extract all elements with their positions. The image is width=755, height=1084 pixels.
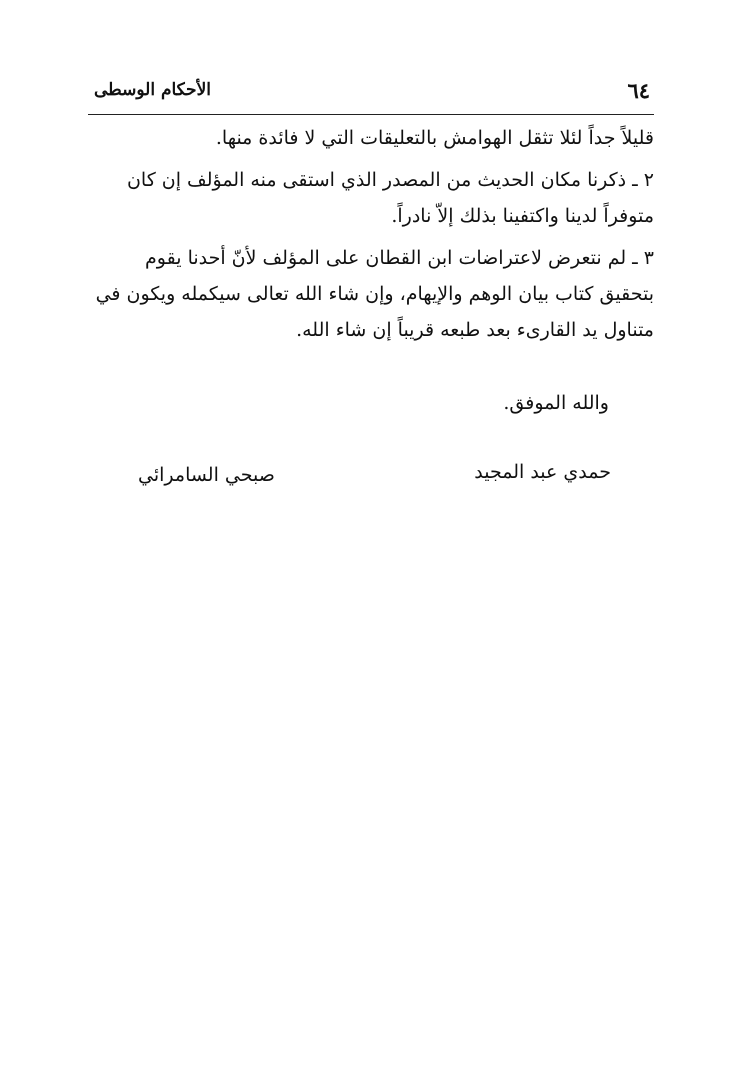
paragraph-item-3 [88, 240, 654, 348]
body-text [88, 120, 654, 348]
running-title: الأحكام الوسطى [94, 80, 211, 100]
paragraph-continuation [88, 120, 654, 156]
text-line: متوفراً لدينا واكتفينا بذلك إلاّ نادراً. [391, 205, 654, 227]
text-line: قليلاً جداً لئلا تثقل الهوامش بالتعليقات التي لا فائدة منها. [215, 127, 654, 149]
page-number: ٦٤ [627, 78, 650, 103]
text-line: متناول يد القارىء بعد طبعه قريباً إن شاء الله. [296, 319, 654, 341]
header-rule [88, 114, 654, 115]
text-line: بتحقيق كتاب بيان الوهم والإيهام، وإن شاء الله تعالى سيكمله ويكون في [95, 283, 654, 305]
closing-phrase: والله الموفق. [503, 392, 609, 414]
paragraph-item-2 [88, 162, 654, 234]
signature-hamdi: حمدي عبد المجيد [474, 461, 611, 483]
running-header [88, 78, 654, 112]
text-line: ٣ ـ لم نتعرض لاعتراضات ابن القطان على المؤلف لأنّ أحدنا يقوم [145, 247, 654, 269]
signature-subhi: صبحي السامرائي [138, 464, 275, 486]
text-line: ٢ ـ ذكرنا مكان الحديث من المصدر الذي استقى منه المؤلف إن كان [126, 169, 654, 191]
